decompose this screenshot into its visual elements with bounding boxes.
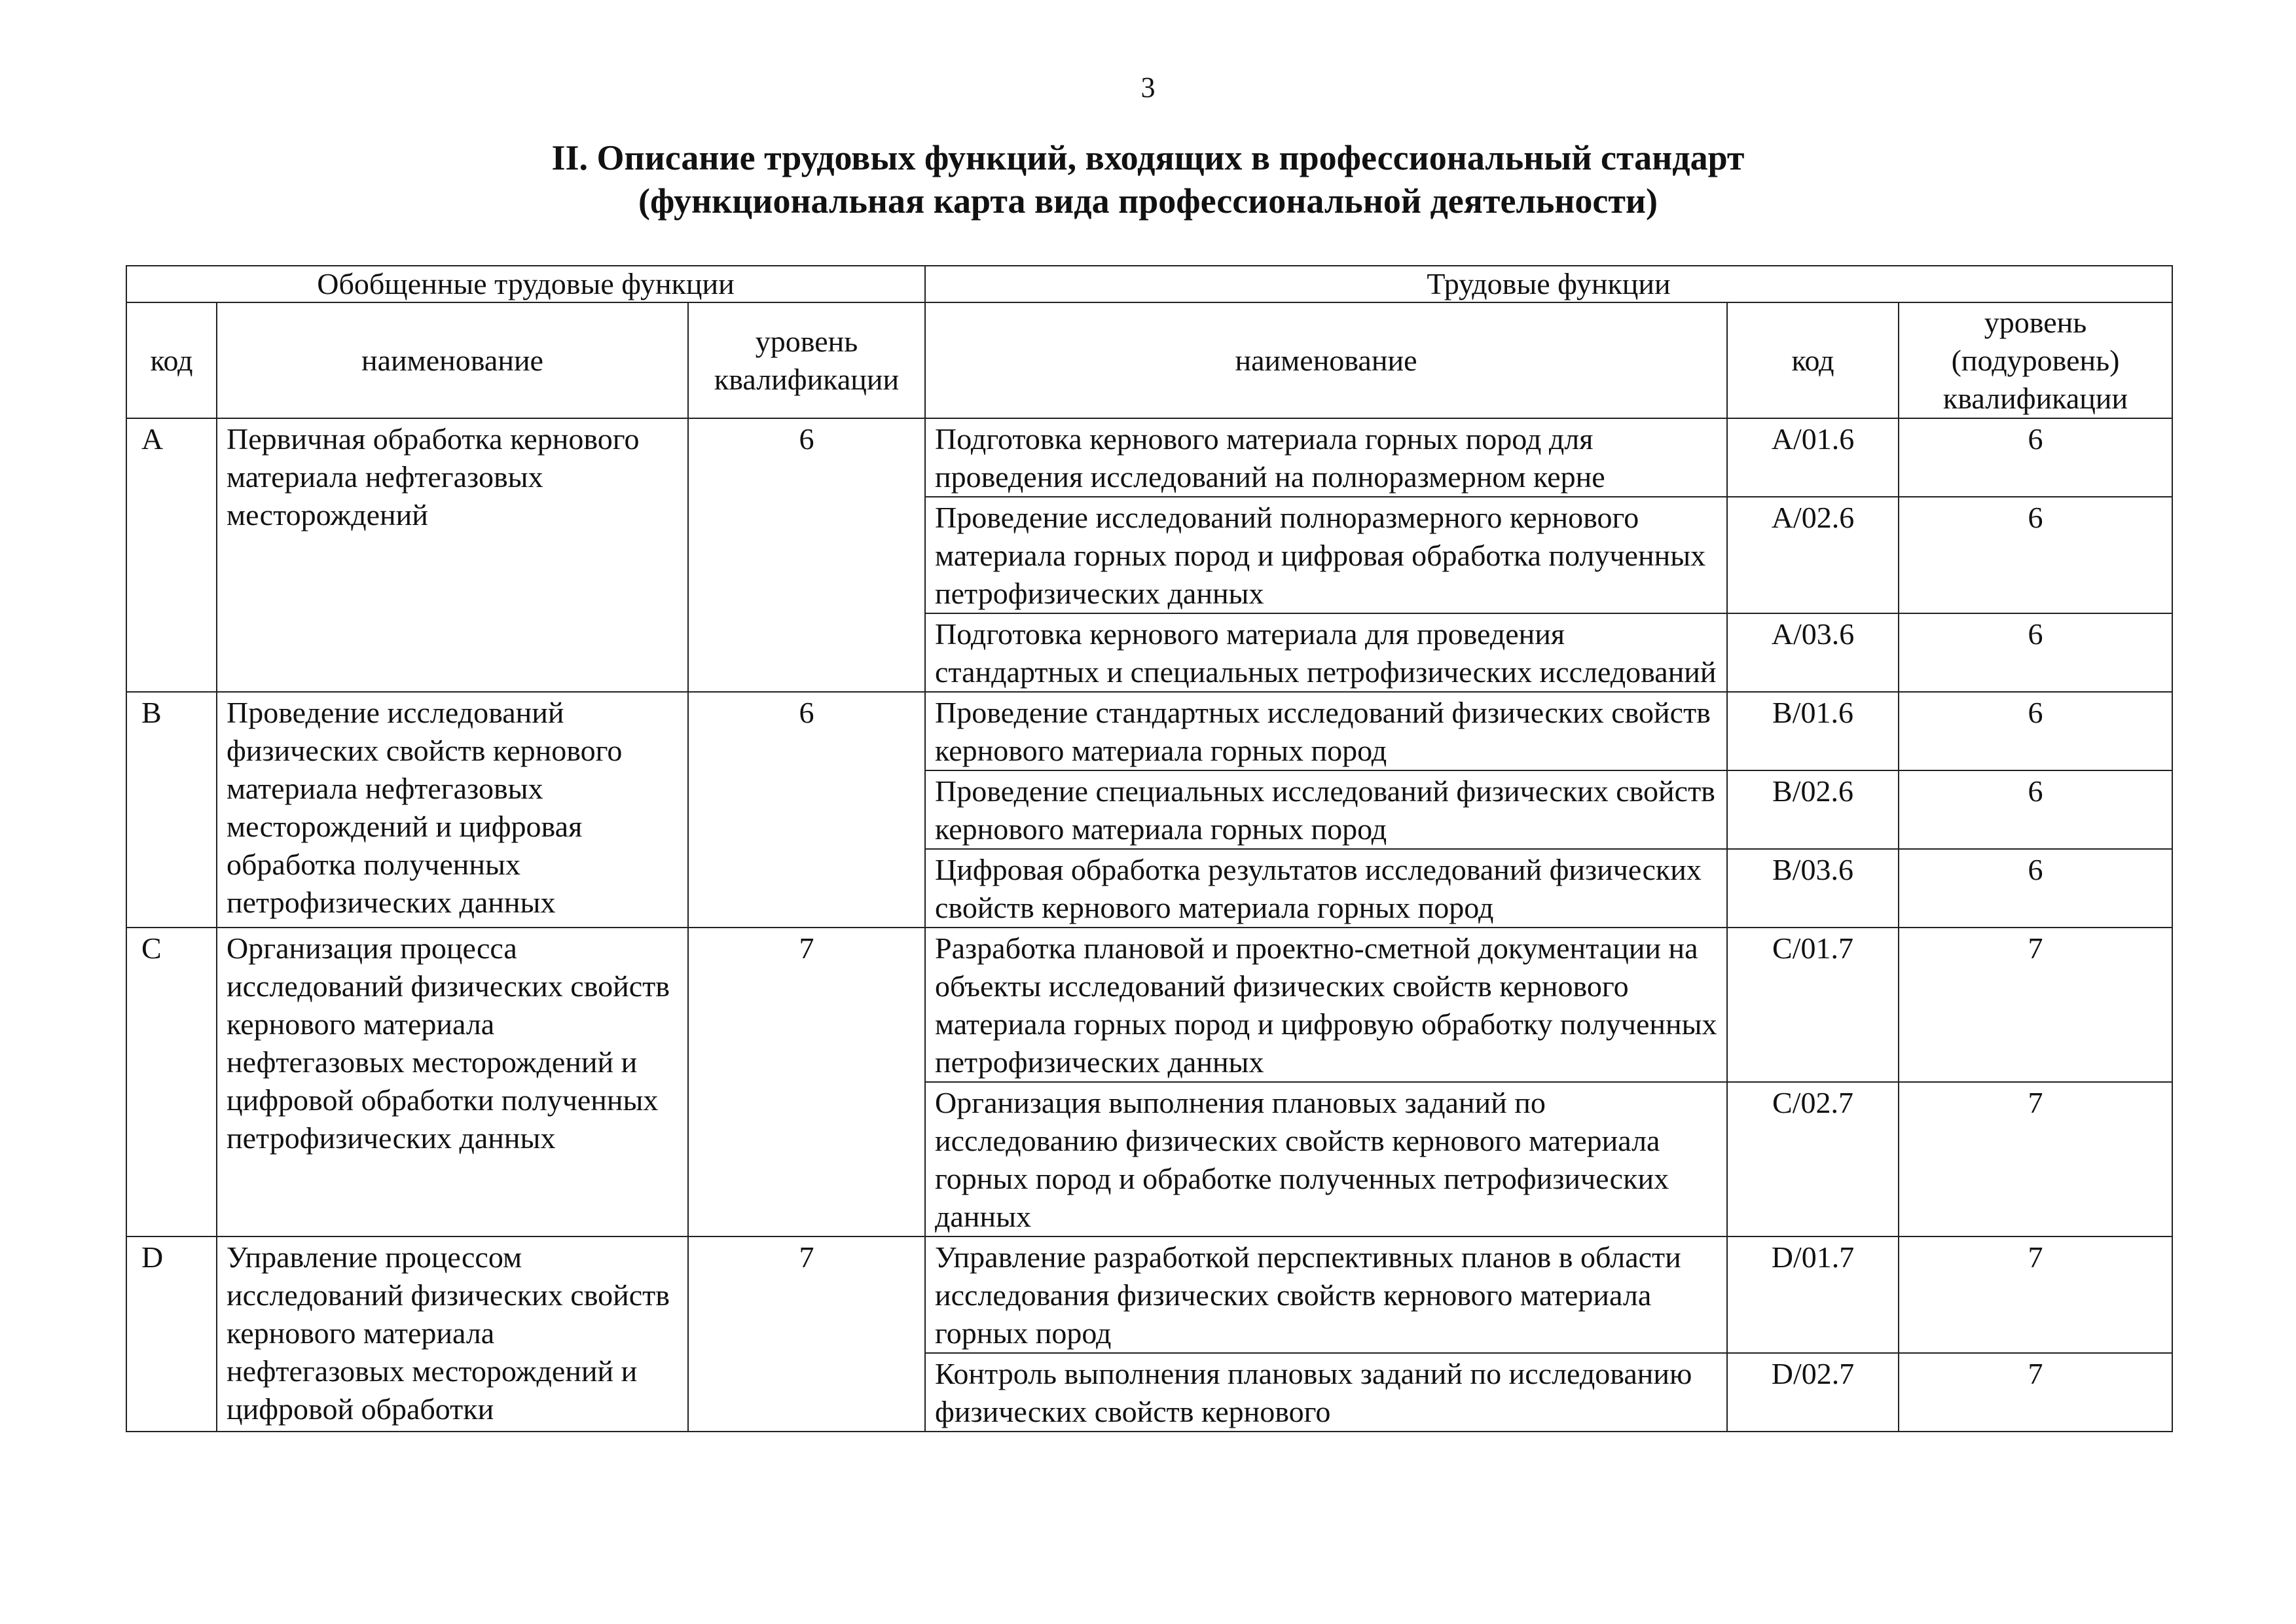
gtf-level: 6: [688, 692, 925, 928]
col-header-name: наименование: [217, 302, 688, 418]
tf-name: Подготовка кернового материала горных пород для проведения исследований на полноразмерном керне: [925, 418, 1727, 497]
gtf-name: Управление процессом исследований физических свойств кернового материала нефтегазовых месторождений и цифровой обработки: [217, 1236, 688, 1432]
tf-code: B/03.6: [1727, 849, 1899, 928]
tf-level: 6: [1899, 613, 2172, 692]
gtf-code: A: [126, 418, 217, 692]
gtf-name: Первичная обработка кернового материала нефтегазовых месторождений: [217, 418, 688, 692]
page-number: 3: [1140, 71, 1156, 103]
col-header-tf-name: наименование: [925, 302, 1727, 418]
col-header-tf-level: уровень (подуровень) квалификации: [1899, 302, 2172, 418]
table-row: [126, 1236, 2172, 1353]
table-group-header-row: [126, 266, 2172, 302]
tf-name: Организация выполнения плановых заданий по исследованию физических свойств кернового материала горных пород и обработке полученных петрофизических данных: [925, 1082, 1727, 1236]
gtf-name: Организация процесса исследований физических свойств кернового материала нефтегазовых месторождений и цифровой обработки полученных петрофизических данных: [217, 928, 688, 1236]
tf-name: Управление разработкой перспективных планов в области исследования физических свойств кернового материала горных пород: [925, 1236, 1727, 1353]
gtf-level: 6: [688, 418, 925, 692]
tf-level: 6: [1899, 692, 2172, 770]
tf-code: D/01.7: [1727, 1236, 1899, 1353]
tf-level: 7: [1899, 1236, 2172, 1353]
tf-level: 6: [1899, 418, 2172, 497]
gtf-code: B: [126, 692, 217, 928]
title-line-1: II. Описание трудовых функций, входящих в профессиональный стандарт: [551, 138, 1745, 177]
col-header-code: код: [126, 302, 217, 418]
tf-code: A/02.6: [1727, 497, 1899, 613]
tf-code: A/03.6: [1727, 613, 1899, 692]
header-labor-functions: Трудовые функции: [925, 266, 2172, 302]
tf-name: Проведение исследований полноразмерного кернового материала горных пород и цифровая обработка полученных петрофизических данных: [925, 497, 1727, 613]
col-header-level: уровень квалификации: [688, 302, 925, 418]
tf-code: C/01.7: [1727, 928, 1899, 1082]
tf-level: 6: [1899, 849, 2172, 928]
functional-map-table: [126, 265, 2173, 1432]
table-row: [126, 692, 2172, 770]
tf-code: A/01.6: [1727, 418, 1899, 497]
tf-name: Цифровая обработка результатов исследований физических свойств кернового материала горных пород: [925, 849, 1727, 928]
tf-code: D/02.7: [1727, 1353, 1899, 1432]
tf-code: C/02.7: [1727, 1082, 1899, 1236]
tf-name: Разработка плановой и проектно-сметной документации на объекты исследований физических свойств кернового материала горных пород и цифровую обработку полученных петрофизических данных: [925, 928, 1727, 1082]
gtf-name: Проведение исследований физических свойств кернового материала нефтегазовых месторождений и цифровая обработка полученных петрофизических данных: [217, 692, 688, 928]
title-line-2: (функциональная карта вида профессиональной деятельности): [638, 181, 1658, 221]
page-title: [0, 136, 2296, 223]
table-row: [126, 418, 2172, 497]
table-column-header-row: [126, 302, 2172, 418]
gtf-code: D: [126, 1236, 217, 1432]
tf-name: Контроль выполнения плановых заданий по исследованию физических свойств кернового: [925, 1353, 1727, 1432]
tf-level: 7: [1899, 928, 2172, 1082]
tf-level: 7: [1899, 1353, 2172, 1432]
header-generalized-functions: Обобщенные трудовые функции: [126, 266, 925, 302]
gtf-level: 7: [688, 928, 925, 1236]
tf-level: 6: [1899, 770, 2172, 849]
tf-code: B/02.6: [1727, 770, 1899, 849]
tf-name: Подготовка кернового материала для проведения стандартных и специальных петрофизических исследований: [925, 613, 1727, 692]
tf-level: 7: [1899, 1082, 2172, 1236]
table-row: [126, 928, 2172, 1082]
tf-name: Проведение стандартных исследований физических свойств кернового материала горных пород: [925, 692, 1727, 770]
gtf-code: C: [126, 928, 217, 1236]
gtf-level: 7: [688, 1236, 925, 1432]
tf-level: 6: [1899, 497, 2172, 613]
tf-code: B/01.6: [1727, 692, 1899, 770]
tf-name: Проведение специальных исследований физических свойств кернового материала горных пород: [925, 770, 1727, 849]
col-header-tf-code: код: [1727, 302, 1899, 418]
